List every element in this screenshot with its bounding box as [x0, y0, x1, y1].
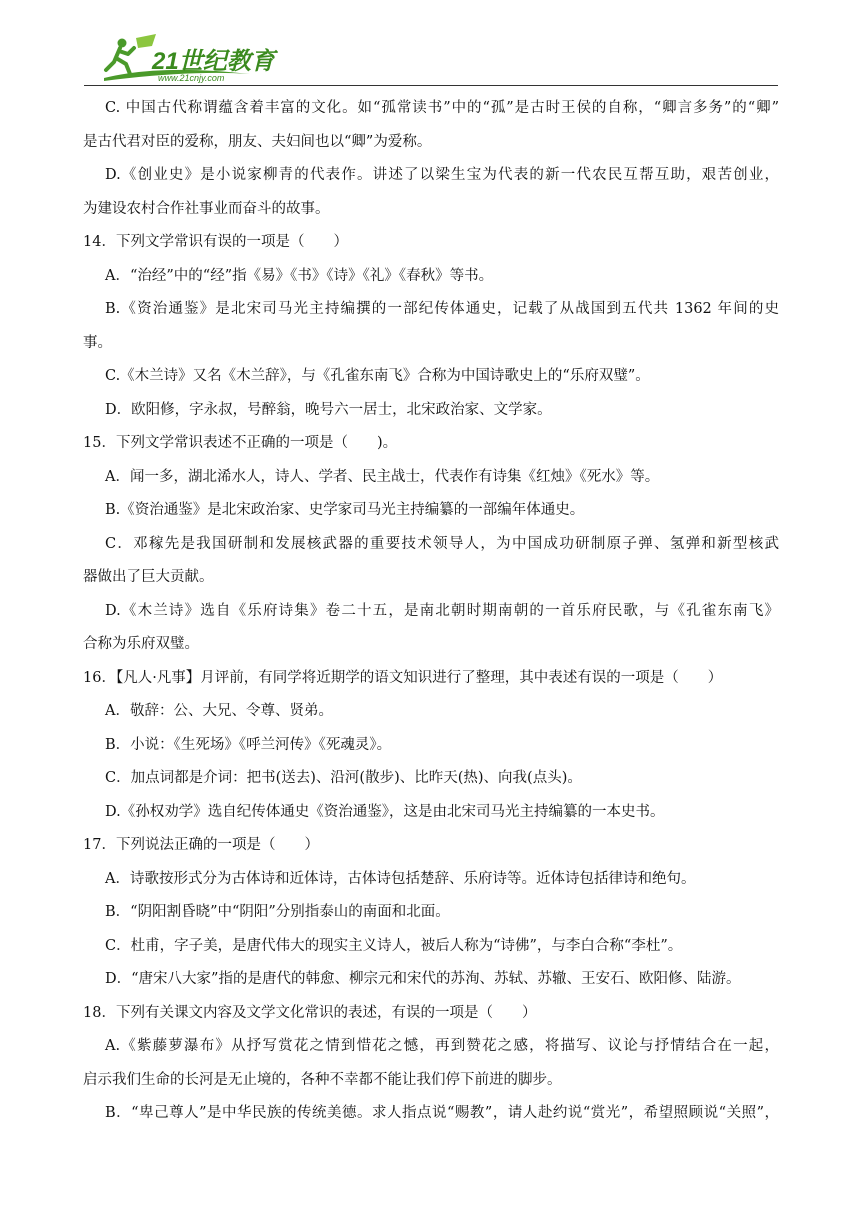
answer-option: B．“阴阳割昏晓”中“阴阳”分别指泰山的南面和北面。	[105, 904, 450, 920]
question-stem: 14．下列文学常识有误的一项是（ ）	[83, 234, 348, 250]
text-line-continued: 为建设农村合作社事业而奋斗的故事。	[83, 200, 330, 217]
question-content	[83, 92, 779, 1131]
answer-option: B．小说：《生死场》《呼兰河传》《死魂灵》。	[105, 736, 392, 753]
question-stem: 15．下列文学常识表述不正确的一项是（ )。	[83, 435, 398, 451]
logo-url: www.21cnjy.com	[158, 73, 225, 83]
text-line-continued: 器做出了巨大贡献。	[83, 569, 214, 585]
answer-option: B．“卑己尊人”是中华民族的传统美德。求人指点说“赐教”，请人赴约说“赏光”，希望照顾说“关照”，	[105, 1105, 779, 1121]
text-line-continued: 是古代君对臣的爱称，朋友、夫妇间也以“卿”为爱称。	[83, 133, 432, 150]
answer-option: A．敬辞：公、大兄、令尊、贤弟。	[105, 703, 333, 719]
answer-option: C. 中国古代称谓蕴含着丰富的文化。如“孤常读书”中的“孤”是古时王侯的自称，“卿言多务”的“卿”	[105, 100, 779, 116]
answer-option: A．闻一多，湖北浠水人，诗人、学者、民主战士，代表作有诗集《红烛》《死水》等。	[105, 468, 660, 485]
logo-21cnjy-icon	[100, 34, 280, 84]
answer-option: B.《资治通鉴》是北宋司马光主持编撰的一部纪传体通史，记载了从战国到五代共 1362 年间的史	[105, 301, 779, 317]
question-stem: 16．【凡人·凡事】月评前，有同学将近期学的语文知识进行了整理，其中表述有误的一项是（ ）	[83, 669, 723, 686]
header-divider	[84, 85, 778, 86]
answer-option: D.《创业史》是小说家柳青的代表作。讲述了以梁生宝为代表的新一代农民互帮互助，艰苦创业，	[105, 167, 779, 183]
text-line-continued: 启示我们生命的长河是无止境的，各种不幸都不能让我们停下前进的脚步。	[83, 1071, 562, 1088]
logo-text: 21世纪教育	[152, 48, 275, 75]
answer-option: D.《孙权劝学》选自纪传体通史《资治通鉴》，这是由北宋司马光主持编纂的一本史书。	[105, 803, 665, 820]
answer-option: C．加点词都是介词：把书(送去)、沿河(散步)、比昨天(热)、向我(点头)。	[105, 770, 582, 786]
answer-option: C.《木兰诗》又名《木兰辞》，与《孔雀东南飞》合称为中国诗歌史上的“乐府双璧”。	[105, 368, 650, 384]
text-line-continued: 事。	[83, 334, 112, 351]
answer-option: D.《木兰诗》选自《乐府诗集》卷二十五，是南北朝时期南朝的一首乐府民歌，与《孔雀东南飞》	[105, 602, 779, 619]
page-header	[0, 0, 860, 92]
answer-option: A．诗歌按形式分为古体诗和近体诗，古体诗包括楚辞、乐府诗等。近体诗包括律诗和绝句。	[105, 870, 696, 887]
answer-option: A．“治经”中的“经”指《易》《书》《诗》《礼》《春秋》等书。	[105, 267, 494, 284]
answer-option: C．杜甫，字子美，是唐代伟大的现实主义诗人，被后人称为“诗佛”，与李白合称“李杜”。	[105, 937, 683, 954]
answer-option: D．“唐宋八大家”指的是唐代的韩愈、柳宗元和宋代的苏洵、苏轼、苏辙、王安石、欧阳修、陆游。	[105, 971, 741, 987]
question-stem: 17．下列说法正确的一项是（ ）	[83, 837, 319, 853]
answer-option: A.《紫藤萝瀑布》从抒写赏花之情到惜花之憾，再到赞花之感，将描写、议论与抒情结合在一起，	[105, 1038, 779, 1054]
answer-option: B.《资治通鉴》是北宋政治家、史学家司马光主持编纂的一部编年体通史。	[105, 502, 585, 518]
text-line-continued: 合称为乐府双璧。	[83, 636, 199, 652]
answer-option: C．邓稼先是我国研制和发展核武器的重要技术领导人，为中国成功研制原子弹、氢弹和新型核武	[105, 535, 779, 552]
answer-option: D．欧阳修，字永叔，号醉翁，晚号六一居士，北宋政治家、文学家。	[105, 401, 552, 418]
question-stem: 18．下列有关课文内容及文学文化常识的表述，有误的一项是（ ）	[83, 1004, 537, 1021]
